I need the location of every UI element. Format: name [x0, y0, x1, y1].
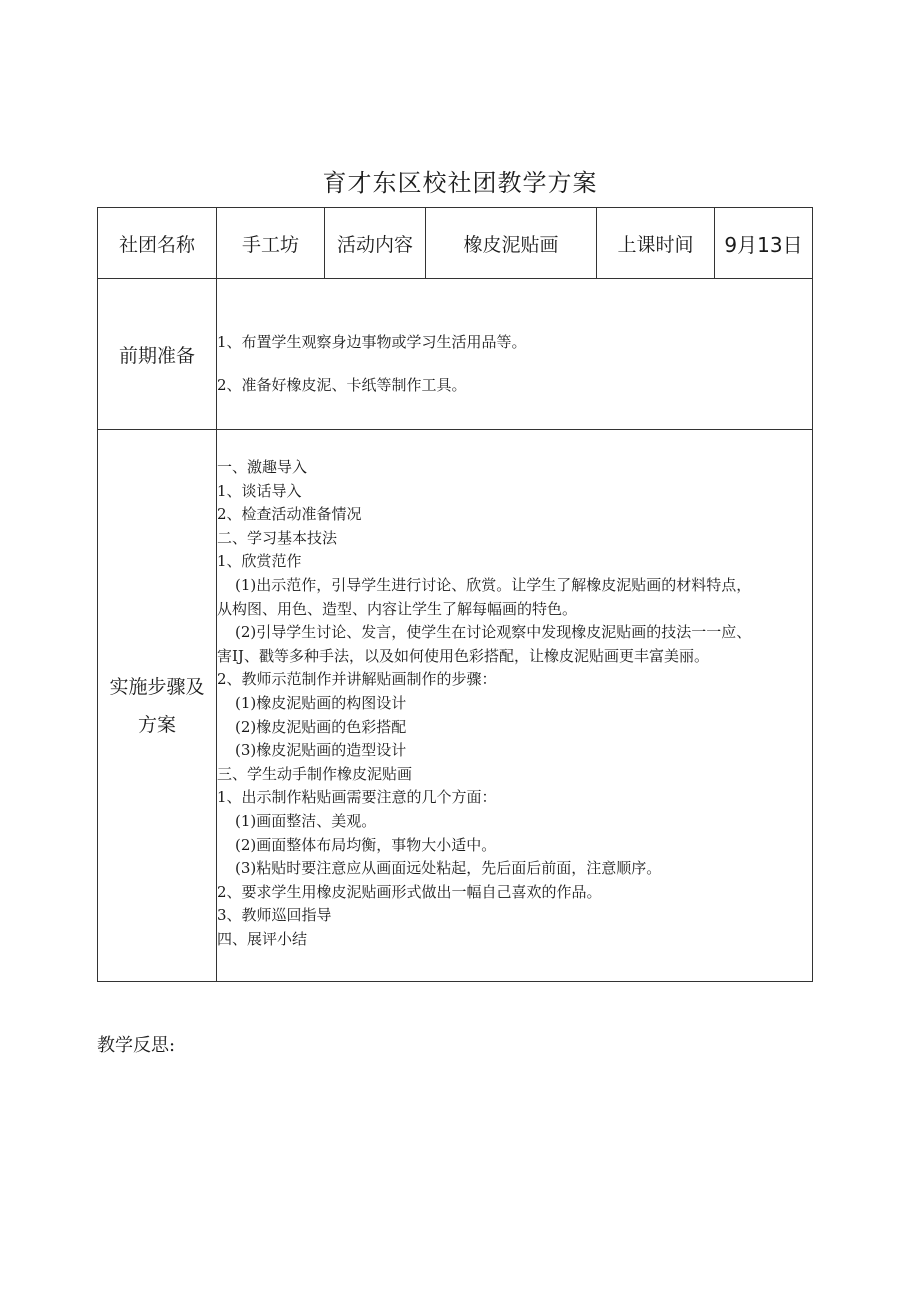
- preparation-item: 2、准备好橡皮泥、卡纸等制作工具。: [217, 376, 467, 394]
- steps-label-line: 实施步骤及: [109, 675, 205, 698]
- steps-row: [98, 430, 813, 982]
- preparation-label: 前期准备: [98, 279, 217, 430]
- step-line: 二、学习基本技法: [217, 528, 338, 547]
- preparation-item: 1、布置学生观察身边事物或学习生活用品等。: [217, 333, 527, 351]
- teaching-reflection-label: 教学反思:: [97, 1035, 176, 1056]
- preparation-content: [217, 279, 813, 430]
- step-line: 害IJ、戳等多种手法，以及如何使用色彩搭配，让橡皮泥贴画更丰富美丽。: [217, 646, 709, 665]
- step-line: 1、出示制作粘贴画需要注意的几个方面：: [217, 788, 497, 807]
- club-name-value: 手工坊: [217, 208, 325, 279]
- preparation-row: [98, 279, 813, 430]
- step-line: (2)画面整体布局均衡，事物大小适中。: [235, 835, 497, 854]
- steps-label-line: 方案: [137, 713, 176, 736]
- step-line: 2、教师示范制作并讲解贴画制作的步骤：: [217, 670, 497, 689]
- step-line: 从构图、用色、造型、内容让学生了解每幅画的特色。: [217, 599, 578, 618]
- step-line: 1、谈话导入: [217, 481, 302, 500]
- time-value: 9月13日: [715, 208, 813, 279]
- activity-label: 活动内容: [325, 208, 426, 279]
- step-line: 四、展评小结: [217, 929, 308, 948]
- step-line: 三、学生动手制作橡皮泥贴画: [217, 764, 413, 783]
- step-line: 1、欣赏范作: [217, 552, 302, 571]
- step-line: (3)粘贴时要注意应从画面远处粘起，先后面后前面，注意顺序。: [235, 859, 662, 878]
- step-line: (2)引导学生讨论、发言，使学生在讨论观察中发现橡皮泥贴画的技法一一应、: [235, 623, 752, 642]
- step-line: (2)橡皮泥贴画的色彩搭配: [235, 717, 407, 736]
- step-line: (1)出示范作，引导学生进行讨论、欣赏。让学生了解橡皮泥贴画的材料特点，: [235, 575, 752, 594]
- step-line: (1)橡皮泥贴画的构图设计: [235, 693, 407, 712]
- header-row: [98, 208, 813, 279]
- step-line: 2、检查活动准备情况: [217, 505, 362, 524]
- club-name-label: 社团名称: [98, 208, 217, 279]
- step-line: 2、要求学生用橡皮泥贴画形式做出一幅自己喜欢的作品。: [217, 882, 602, 901]
- step-line: (3)橡皮泥贴画的造型设计: [235, 741, 407, 760]
- activity-value: 橡皮泥贴画: [426, 208, 597, 279]
- step-line: (1)画面整洁、美观。: [235, 811, 377, 830]
- time-label: 上课时间: [597, 208, 715, 279]
- page-title: 育才东区校社团教学方案: [322, 169, 598, 197]
- steps-label: [98, 430, 217, 982]
- step-line: 3、教师巡回指导: [217, 906, 332, 925]
- steps-content: [217, 430, 813, 982]
- teaching-plan-table: [97, 207, 813, 982]
- step-line: 一、激趣导入: [217, 458, 308, 476]
